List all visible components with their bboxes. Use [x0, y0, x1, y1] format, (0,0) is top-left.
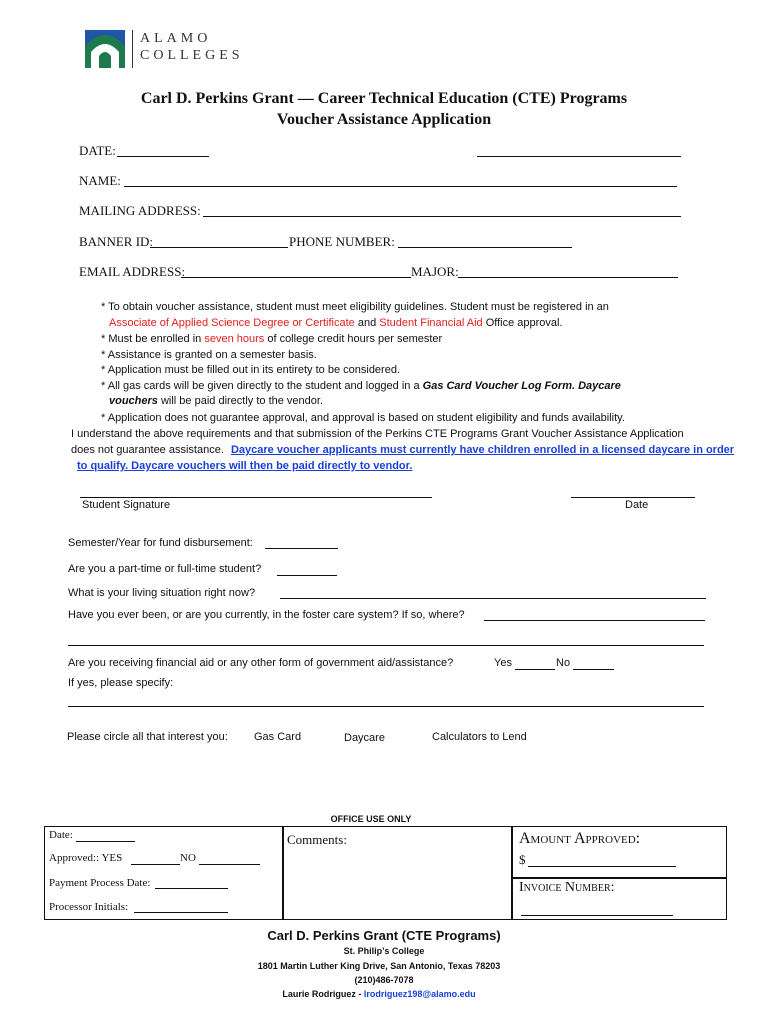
logo-text-colleges: COLLEGES	[140, 48, 244, 63]
student-status-question: Are you a part-time or full-time student?	[68, 563, 262, 575]
rule-5-end: will be paid directly to the vendor.	[157, 395, 324, 407]
office-date-label: Date:	[49, 829, 73, 841]
financial-aid-question: Are you receiving financial aid or any other form of government aid/assistance?	[68, 657, 454, 669]
vouchers-text: vouchers	[109, 395, 158, 407]
footer-title: Carl D. Perkins Grant (CTE Programs)	[267, 928, 501, 943]
office-date-input-line[interactable]	[76, 841, 135, 842]
interest-gas-card[interactable]: Gas Card	[254, 731, 302, 743]
student-signature-line[interactable]	[80, 497, 432, 498]
living-situation-input-line[interactable]	[280, 598, 706, 599]
semester-year-input-line[interactable]	[265, 548, 338, 549]
invoice-number-input-line[interactable]	[521, 915, 673, 916]
interest-calculators[interactable]: Calculators to Lend	[432, 731, 527, 743]
daycare-requirement-text: Daycare voucher applicants must currently have children enrolled in a licensed daycare in order	[230, 444, 735, 456]
footer-address: 1801 Martin Luther King Drive, San Antonio, Texas 78203	[257, 961, 501, 971]
footer-college: St. Philip’s College	[343, 946, 425, 956]
extra-input-line[interactable]	[477, 156, 681, 157]
gas-card-log-form-text: Gas Card Voucher Log Form. Daycare	[422, 380, 621, 392]
processor-initials-label: Processor Initials:	[49, 901, 129, 913]
email-address-label: EMAIL ADDRESS:	[79, 264, 186, 279]
rule-2	[101, 333, 442, 345]
and-text: and	[354, 317, 380, 329]
signature-date-line[interactable]	[571, 497, 695, 498]
amount-approved-input-line[interactable]	[528, 866, 676, 867]
no-guarantee-text: does not guarantee assistance.	[71, 444, 224, 456]
amount-approved-label: Amount Approved:	[519, 830, 641, 847]
major-label: MAJOR:	[411, 264, 459, 279]
payment-process-date-line[interactable]	[155, 888, 228, 889]
office-comments-label: Comments:	[287, 832, 347, 847]
mailing-address-input-line[interactable]	[203, 216, 681, 217]
name-label: NAME:	[79, 173, 121, 188]
foster-care-input-line-2[interactable]	[68, 645, 704, 646]
mission-logo-icon	[85, 30, 125, 68]
signature-date-label: Date	[625, 499, 649, 511]
form-subtitle: Voucher Assistance Application	[276, 111, 492, 128]
footer-phone: (210)486-7078	[354, 975, 414, 985]
financial-aid-no-input-line[interactable]	[573, 669, 614, 670]
financial-aid-text: Student Financial Aid	[379, 317, 483, 329]
foster-care-input-line[interactable]	[484, 620, 705, 621]
student-status-input-line[interactable]	[277, 575, 337, 576]
specify-question: If yes, please specify:	[68, 677, 174, 689]
banner-id-label: BANNER ID:	[79, 234, 154, 249]
rule-2-start: * Must be enrolled in	[101, 333, 205, 345]
phone-number-label: PHONE NUMBER:	[289, 234, 395, 249]
financial-aid-yes-input-line[interactable]	[515, 669, 555, 670]
office-approved-yes-line[interactable]	[131, 864, 180, 865]
understand-statement: I understand the above requirements and that submission of the Perkins CTE Programs Grant Voucher Assistance Application	[71, 428, 684, 440]
rule-1: * To obtain voucher assistance, student must meet eligibility guidelines. Student must be registered in an	[101, 301, 609, 313]
logo-text-alamo: ALAMO	[140, 31, 212, 46]
payment-process-date-label: Payment Process Date:	[49, 877, 151, 889]
date-input-line[interactable]	[117, 156, 209, 157]
interest-label: Please circle all that interest you:	[67, 731, 228, 743]
amount-dollar-sign: $	[519, 852, 526, 867]
footer-contact-email[interactable]: lrodriguez198@alamo.edu	[363, 989, 476, 999]
specify-input-line[interactable]	[68, 706, 704, 707]
understand-statement-cont	[71, 444, 734, 456]
financial-aid-no-label: No	[556, 657, 571, 669]
name-input-line[interactable]	[124, 186, 677, 187]
processor-initials-line[interactable]	[134, 912, 228, 913]
phone-number-input-line[interactable]	[398, 247, 572, 248]
rule-3: * Assistance is granted on a semester basis.	[101, 349, 317, 361]
mailing-address-label: MAILING ADDRESS:	[79, 203, 201, 218]
office-approval-text: Office approval.	[482, 317, 563, 329]
foster-care-question: Have you ever been, or are you currently, in the foster care system? If so, where?	[68, 609, 465, 621]
rule-4: * Application must be filled out in its entirety to be considered.	[101, 364, 401, 376]
date-label: DATE:	[79, 143, 116, 158]
office-approved-no-line[interactable]	[199, 864, 260, 865]
living-situation-question: What is your living situation right now?	[68, 587, 256, 599]
invoice-number-label: Invoice Number:	[519, 880, 615, 895]
office-approved-label: Approved:: YES	[49, 852, 123, 864]
office-approved-no-label: NO	[180, 852, 196, 864]
seven-hours-text: seven hours	[204, 333, 265, 345]
rule-1-cont	[109, 317, 563, 329]
interest-daycare[interactable]: Daycare	[344, 732, 385, 744]
rule-5	[101, 380, 621, 392]
semester-year-question: Semester/Year for fund disbursement:	[68, 537, 253, 549]
banner-id-input-line[interactable]	[150, 247, 288, 248]
form-title: Carl D. Perkins Grant — Career Technical Education (CTE) Programs	[140, 90, 628, 107]
rule-6: * Application does not guarantee approval, and approval is based on student eligibility and funds availability.	[101, 412, 625, 424]
email-address-input-line[interactable]	[181, 277, 411, 278]
footer-contact	[0, 989, 758, 999]
major-input-line[interactable]	[458, 277, 678, 278]
rule-5-start: * All gas cards will be given directly to the student and logged in a	[101, 380, 423, 392]
logo-divider	[132, 30, 133, 68]
rule-5-cont	[109, 395, 323, 407]
rule-2-end: of college credit hours per semester	[264, 333, 443, 345]
financial-aid-yes-label: Yes	[494, 657, 512, 669]
daycare-requirement-text-cont: to qualify. Daycare vouchers will then be paid directly to vendor.	[77, 460, 413, 472]
footer-contact-name: Laurie Rodriguez -	[282, 989, 364, 999]
aas-degree-text: Associate of Applied Science Degree or Certificate	[109, 317, 355, 329]
office-use-header: OFFICE USE ONLY	[330, 814, 412, 824]
student-signature-label: Student Signature	[82, 499, 171, 511]
